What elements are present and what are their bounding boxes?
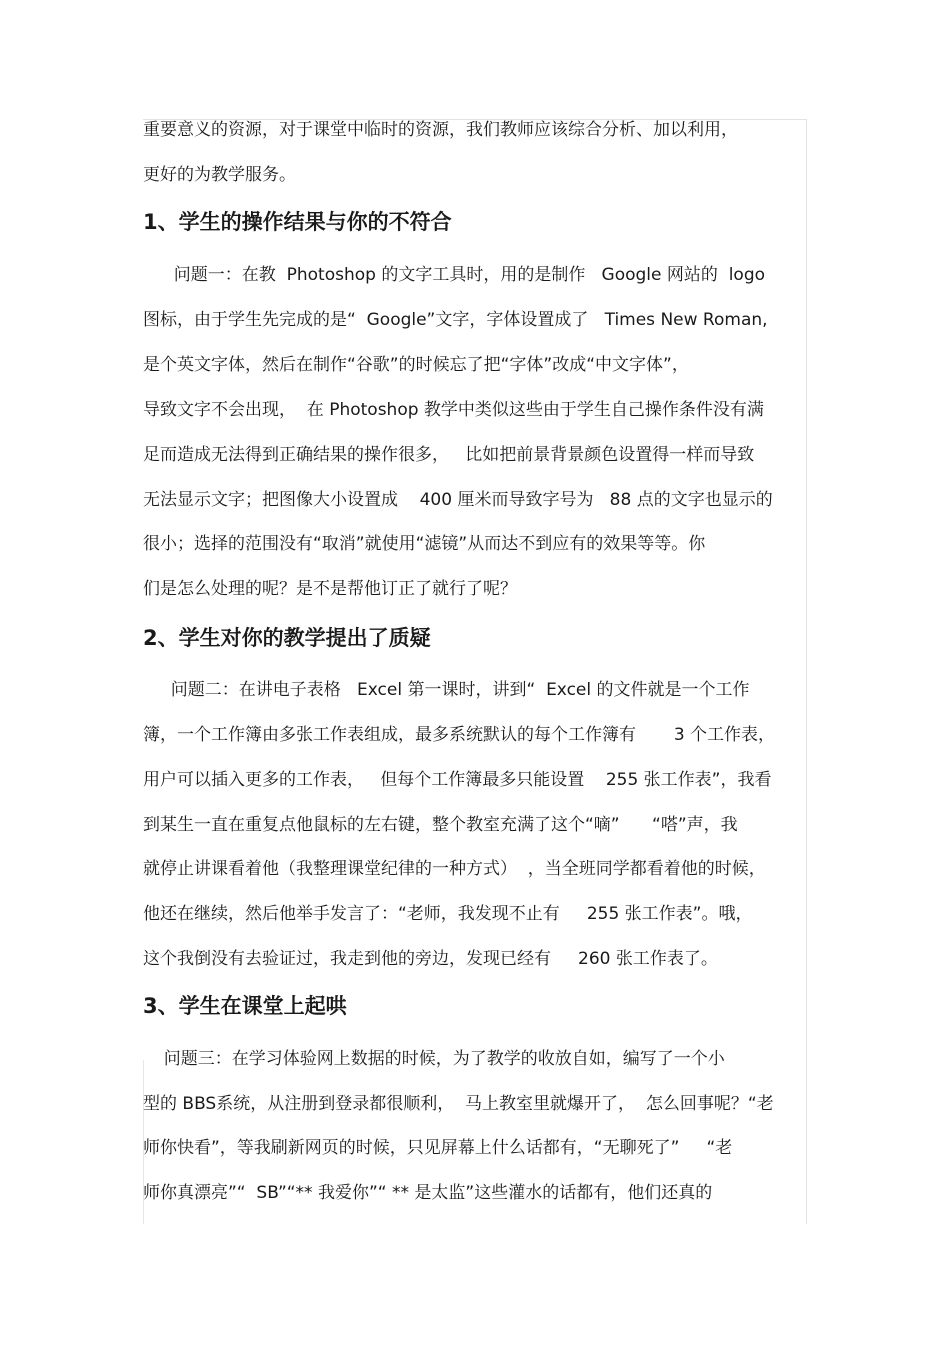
intro-line: 重要意义的资源，对于课堂中临时的资源，我们教师应该综合分析、加以利用， [143,120,738,140]
paragraph-line: 很小；选择的范围没有“取消”就使用“滤镜”从而达不到应有的效果等等。你 [143,534,706,554]
paragraph-line: 图标，由于学生先完成的是“ Google”文字，字体设置成了 Times New Roman, [143,310,768,330]
section-3-heading: 3、学生在课堂上起哄 [143,994,347,1018]
intro-line: 更好的为教学服务。 [143,165,296,185]
paragraph-line: 就停止讲课看着他（我整理课堂纪律的一种方式） ，当全班同学都看着他的时候， [143,859,766,879]
paragraph-line: 导致文字不会出现， 在 Photoshop 教学中类似这些由于学生自己操作条件没有满 [143,400,764,420]
paragraph-line: 问题三：在学习体验网上数据的时候，为了教学的收放自如，编写了一个小 [153,1049,725,1069]
paragraph-line: 这个我倒没有去验证过，我走到他的旁边，发现已经有 260 张工作表了。 [143,949,718,969]
paragraph-line: 是个英文字体，然后在制作“谷歌”的时候忘了把“字体”改成“中文字体”， [143,355,689,375]
paragraph-line: 问题二：在讲电子表格 Excel 第一课时，讲到“ Excel 的文件就是一个工作 [160,680,750,700]
paragraph-line: 们是怎么处理的呢？是不是帮他订正了就行了呢？ [143,579,517,599]
paragraph-line: 到某生一直在重复点他鼠标的左右键，整个教室充满了这个“嘀” “嗒”声，我 [143,815,738,835]
paragraph-line: 他还在继续，然后他举手发言了：“老师，我发现不止有 255 张工作表”。哦， [143,904,753,924]
section-1-heading: 1、学生的操作结果与你的不符合 [143,210,452,234]
paragraph-line: 师你真漂亮”“ SB”“** 我爱你”“ ** 是太监”这些灌水的话都有，他们还真的 [143,1183,713,1203]
section-2-heading: 2、学生对你的教学提出了质疑 [143,626,431,650]
paragraph-line: 师你快看”，等我刷新网页的时候，只见屏幕上什么话都有，“无聊死了” “老 [143,1138,733,1158]
paragraph-line: 簿，一个工作簿由多张工作表组成，最多系统默认的每个工作簿有 3 个工作表， [143,725,776,745]
page-frame-right [806,119,807,1224]
paragraph-line: 问题一：在教 Photoshop 的文字工具时，用的是制作 Google 网站的 logo [163,265,766,285]
paragraph-line: 无法显示文字；把图像大小设置成 400 厘米而导致字号为 88 点的文字也显示的 [143,490,773,510]
paragraph-line: 足而造成无法得到正确结果的操作很多， 比如把前景背景颜色设置得一样而导致 [143,445,755,465]
paragraph-line: 型的 BBS系统，从注册到登录都很顺利， 马上教室里就爆开了， 怎么回事呢？“老 [143,1094,774,1114]
paragraph-line: 用户可以插入更多的工作表， 但每个工作簿最多只能设置 255 张工作表”，我看 [143,770,772,790]
